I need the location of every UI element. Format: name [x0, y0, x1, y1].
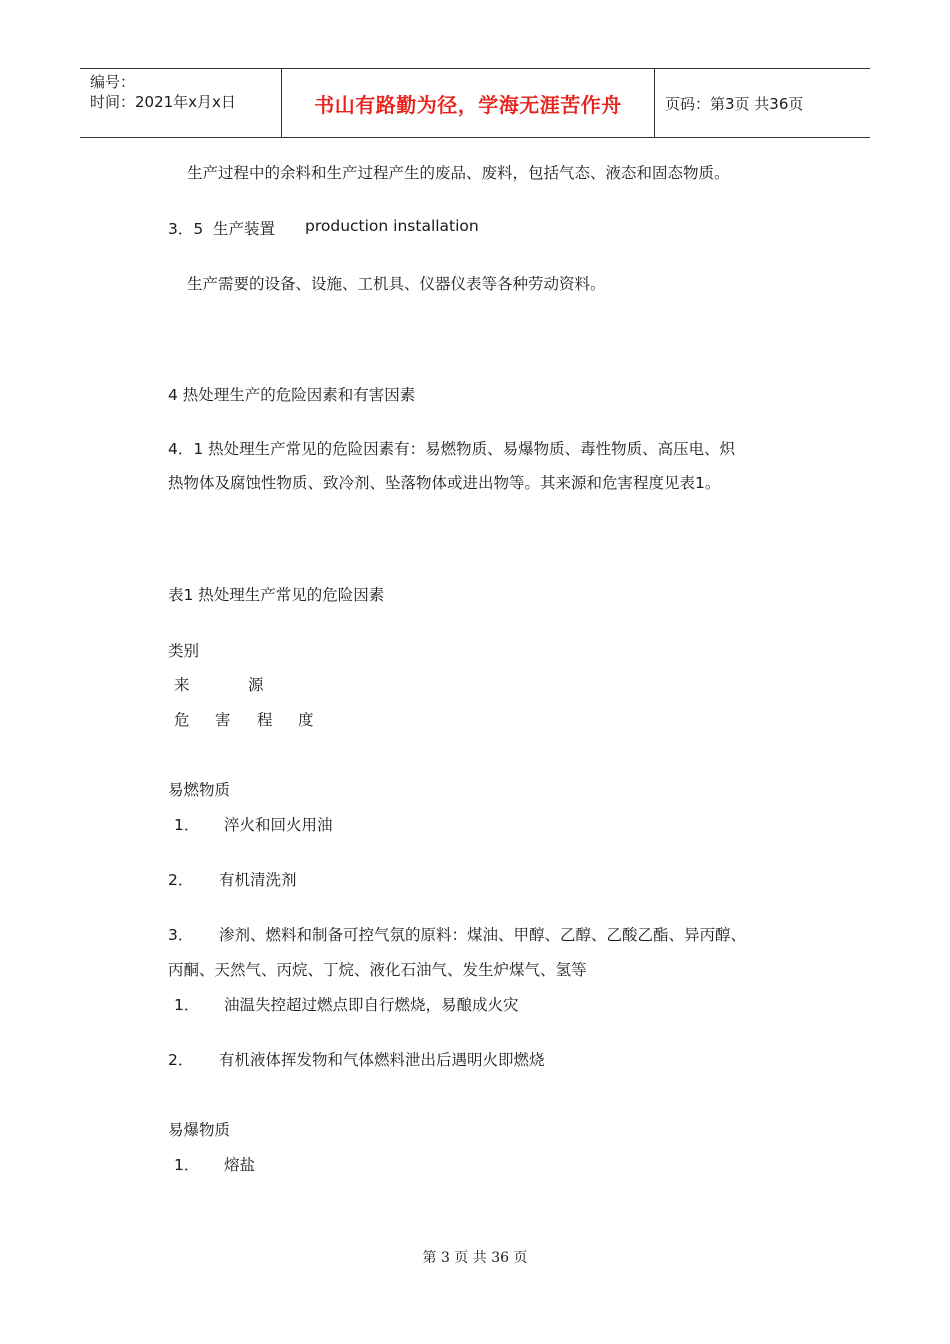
section-3-5-english: production installation	[305, 217, 479, 235]
list-item-number: 1．	[174, 1156, 200, 1174]
category-explosive: 易爆物质	[168, 1121, 231, 1139]
category-flammable: 易燃物质	[168, 781, 231, 799]
motto: 书山有路勤为径，学海无涯苦作舟	[314, 92, 622, 117]
table-caption: 表1 热处理生产常见的危险因素	[168, 586, 385, 604]
section-4-heading: 4 热处理生产的危险因素和有害因素	[168, 386, 416, 404]
list-item-number: 3．	[168, 926, 194, 944]
list-item-continuation: 丙酮、天然气、丙烷、丁烷、液化石油气、发生炉煤气、氢等	[168, 961, 587, 979]
list-item-number: 1．	[174, 996, 200, 1014]
column-source-char-1: 来	[174, 676, 190, 694]
section-4-1-line-1: 4．1 热处理生产常见的危险因素有：易燃物质、易爆物质、毒性物质、高压电、炽	[168, 440, 736, 458]
list-item-number: 1．	[174, 816, 200, 834]
header-table	[80, 68, 870, 138]
header-meta-cell	[80, 69, 282, 137]
page-info: 页码：第3页 共36页	[665, 94, 804, 113]
list-item-text: 有机清洗剂	[219, 871, 297, 889]
list-item-number: 2．	[168, 871, 194, 889]
list-item-number: 2．	[168, 1051, 194, 1069]
number-label: 编号：	[90, 73, 136, 91]
list-item-text: 有机液体挥发物和气体燃料泄出后遇明火即燃烧	[219, 1051, 545, 1069]
column-harm-char-2: 害	[215, 711, 231, 729]
section-3-5-number: 3．5	[168, 220, 204, 238]
list-item-text: 渗剂、燃料和制备可控气氛的原料：煤油、甲醇、乙醇、乙酸乙酯、异丙醇、	[219, 926, 747, 944]
column-category: 类别	[168, 642, 200, 660]
column-harm-char-4: 度	[298, 711, 314, 729]
section-4-1-line-2: 热物体及腐蚀性物质、致冷剂、坠落物体或进出物等。其来源和危害程度见表1。	[168, 474, 721, 492]
header-motto-cell	[282, 69, 655, 137]
column-harm-char-3: 程	[257, 711, 273, 729]
list-item-text: 淬火和回火用油	[224, 816, 333, 834]
header-page-cell	[655, 69, 870, 137]
column-harm-char-1: 危	[174, 711, 190, 729]
paragraph-waste: 生产过程中的余料和生产过程产生的废品、废料，包括气态、液态和固态物质。	[187, 164, 730, 182]
list-item-text: 熔盐	[224, 1156, 256, 1174]
list-item-text: 油温失控超过燃点即自行燃烧，易酿成火灾	[224, 996, 519, 1014]
paragraph-installation: 生产需要的设备、设施、工机具、仪器仪表等各种劳动资料。	[187, 275, 606, 293]
section-3-5-title: 生产装置	[213, 220, 276, 238]
column-source-char-2: 源	[248, 676, 264, 694]
time-label: 时间：2021年x月x日	[90, 93, 236, 111]
page-footer: 第 3 页 共 36 页	[422, 1250, 528, 1266]
